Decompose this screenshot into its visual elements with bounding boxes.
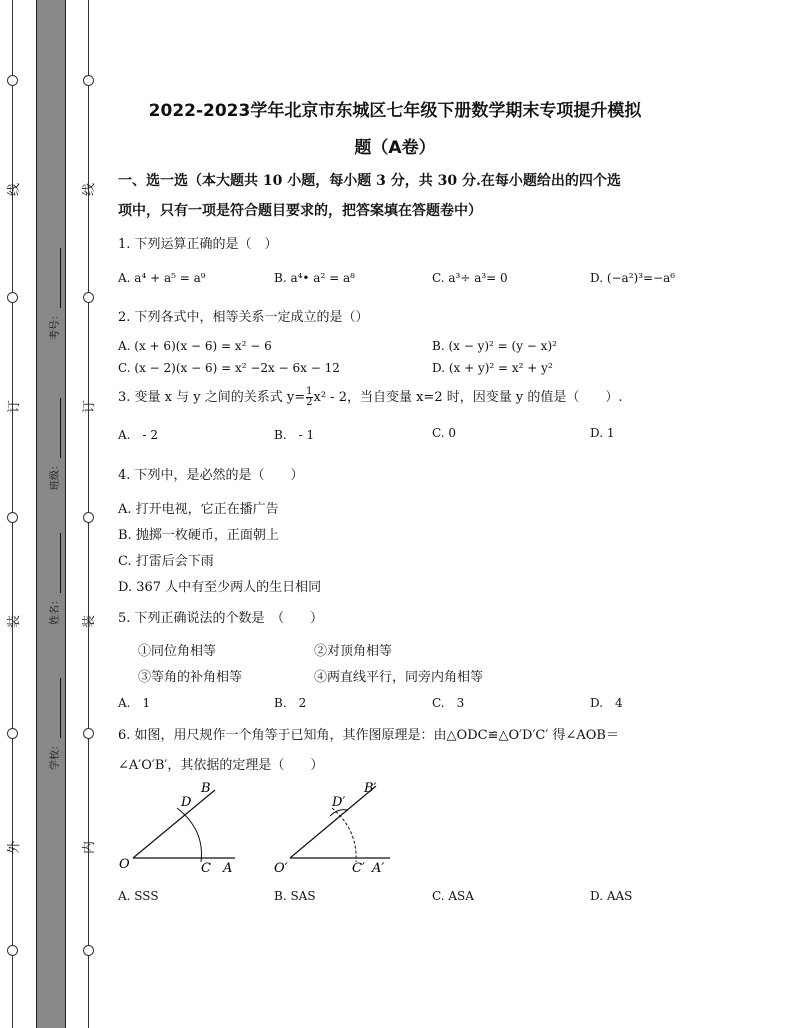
question-6-option-c: C. ASA xyxy=(432,889,474,903)
label-b: B xyxy=(201,781,211,796)
student-id-field: 考号： xyxy=(46,248,61,340)
question-3-option-d: D. 1 xyxy=(590,426,615,440)
gutter-outer-circle xyxy=(7,728,18,739)
question-2-option-d: D. (x + y)² = x² + y² xyxy=(432,361,553,375)
label-d: D xyxy=(181,795,192,810)
question-5-option-b: B. 2 xyxy=(274,696,307,710)
question-1-option-c: C. a³÷ a³= 0 xyxy=(432,271,508,285)
gutter-inner-char: 装 xyxy=(82,614,98,629)
gutter-inner-circle xyxy=(83,512,94,523)
gutter-outer-circle xyxy=(7,512,18,523)
question-5-statement-3: ③等角的补角相等 xyxy=(138,670,243,685)
gutter-inner-char: 内 xyxy=(82,840,98,855)
question-6-stem-line2: ∠A′O′B′，其依据的定理是（ ） xyxy=(118,758,324,773)
section-heading-line2: 项中，只有一项是符合题目要求的，把答案填在答题卷中） xyxy=(118,203,482,219)
name-field: 姓名： xyxy=(46,533,61,625)
question-3-option-a: A. - 2 xyxy=(118,428,158,442)
label-c: C xyxy=(201,861,211,876)
question-5-option-c: C. 3 xyxy=(432,696,465,710)
question-4-option-d: D. 367 人中有至少两人的生日相同 xyxy=(118,580,322,595)
question-3-option-c: C. 0 xyxy=(432,426,457,440)
gutter-inner-circle xyxy=(83,75,94,86)
question-1-stem: 1. 下列运算正确的是（ ） xyxy=(118,237,278,252)
question-5-option-a: A. 1 xyxy=(118,696,151,710)
gutter-outer-char: 外 xyxy=(7,840,23,855)
gutter-outer-circle xyxy=(7,292,18,303)
angle-construction-figure-2 xyxy=(272,778,402,878)
question-2-option-a: A. (x + 6)(x − 6) = x² − 6 xyxy=(118,339,272,353)
question-1-option-d: D. (−a²)³=−a⁶ xyxy=(590,271,676,285)
ray-ob xyxy=(133,790,215,858)
question-3-stem-post: x² - 2，当自变量 x=2 时，因变量 y 的值是（ ）. xyxy=(313,390,623,405)
gutter-outer-char: 订 xyxy=(7,399,23,414)
question-6-option-d: D. AAS xyxy=(590,889,633,903)
page-title-line2: 题（A卷） xyxy=(354,138,436,158)
question-1-option-a: A. a⁴ + a⁵ = a⁹ xyxy=(118,271,206,285)
gutter-inner-circle xyxy=(83,945,94,956)
gutter-band xyxy=(36,0,66,1028)
gutter-inner-circle xyxy=(83,728,94,739)
question-3-fraction: $\frac{1}{2}$ xyxy=(306,386,313,408)
construction-arc xyxy=(177,808,202,862)
section-heading-line1: 一、选一选（本大题共 10 小题，每小题 3 分，共 30 分.在每小题给出的四个选 xyxy=(118,173,621,189)
construction-arc-prime xyxy=(332,808,356,862)
label-a-prime: A′ xyxy=(372,861,385,876)
question-5-statement-4: ④两直线平行，同旁内角相等 xyxy=(314,670,484,685)
label-d-prime: D′ xyxy=(332,795,346,810)
question-6-option-a: A. SSS xyxy=(118,889,159,903)
gutter-outer-circle xyxy=(7,75,18,86)
gutter-outer-char: 线 xyxy=(7,182,23,197)
question-5-stem: 5. 下列正确说法的个数是 （ ） xyxy=(118,611,324,626)
label-a: A xyxy=(223,861,233,876)
question-2-option-c: C. (x − 2)(x − 6) = x² −2x − 6x − 12 xyxy=(118,361,340,375)
gutter-inner-circle xyxy=(83,292,94,303)
school-field: 学校： xyxy=(46,678,61,770)
question-6-option-b: B. SAS xyxy=(274,889,316,903)
gutter-outer-char: 装 xyxy=(7,614,23,629)
question-3-stem xyxy=(118,386,622,408)
label-o: O xyxy=(119,857,130,872)
label-b-prime: B′ xyxy=(364,781,377,796)
question-2-stem: 2. 下列各式中，相等关系一定成立的是（） xyxy=(118,310,369,325)
question-3-option-b: B. - 1 xyxy=(274,428,315,442)
question-5-option-d: D. 4 xyxy=(590,696,623,710)
question-3-stem-pre: 3. 变量 x 与 y 之间的关系式 y= xyxy=(118,390,306,405)
angle-construction-figure-1 xyxy=(115,778,245,878)
label-c-prime: C′ xyxy=(352,861,365,876)
class-field: 班级： xyxy=(46,398,61,490)
question-5-statement-1: ①同位角相等 xyxy=(138,644,217,659)
question-5-statement-2: ②对顶角相等 xyxy=(314,644,393,659)
gutter-inner-char: 线 xyxy=(82,182,98,197)
question-6-stem-line1: 6. 如图，用尺规作一个角等于已知角，其作图原理是：由△ODC≌△O′D′C′ 得∠AOB＝ xyxy=(118,728,619,743)
question-2-option-b: B. (x − y)² = (y − x)² xyxy=(432,339,557,353)
question-4-stem: 4. 下列中，是必然的是（ ） xyxy=(118,468,304,483)
gutter-outer-circle xyxy=(7,945,18,956)
question-4-option-b: B. 抛掷一枚硬币，正面朝上 xyxy=(118,528,279,543)
page-title-line1: 2022-2023学年北京市东城区七年级下册数学期末专项提升模拟 xyxy=(148,101,642,121)
label-o-prime: O′ xyxy=(274,861,288,876)
question-1-option-b: B. a⁴• a² = a⁸ xyxy=(274,271,355,285)
gutter-inner-char: 订 xyxy=(82,399,98,414)
question-4-option-a: A. 打开电视，它正在播广告 xyxy=(118,502,279,517)
section-heading xyxy=(118,166,678,226)
question-4-option-c: C. 打雷后会下雨 xyxy=(118,554,214,569)
intersect-arc-prime xyxy=(330,810,348,816)
